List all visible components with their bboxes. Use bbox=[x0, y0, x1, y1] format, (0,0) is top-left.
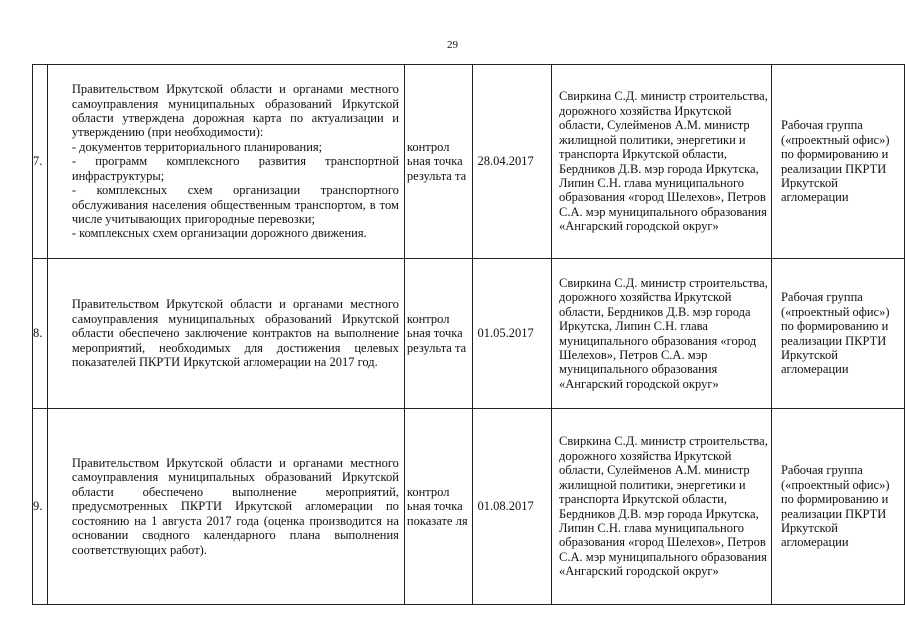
description-line: Правительством Иркутской области и органами местного самоуправления муниципальных образований Иркутской области обеспечено выполнение мероприятий, предусмотренных ПКРТИ Иркутской агломерации по состоянию на 1 августа 2017 года (оценка производится на основании сводного календарного плана выполнения соответствующих работ). bbox=[71, 456, 399, 557]
row-description bbox=[47, 409, 404, 605]
description-line: - комплексных схем организации транспортного обслуживания населения общественным транспортом, в том числе учитывающих пригородные перевозки; bbox=[71, 183, 399, 226]
row-date: 01.05.2017 bbox=[473, 259, 552, 409]
row-responsible: Свиркина С.Д. министр строительства, дорожного хозяйства Иркутской области, Сулейменов А.М. министр жилищной политики, энергетики и транспорта Иркутской области, Бердников Д.В. мэр города Иркутска, Липин С.Н. глава муниципального образования «город Шелехов», Петров С.А. мэр муниципального образования «Ангарский городской округ» bbox=[552, 65, 772, 259]
row-responsible: Свиркина С.Д. министр строительства, дорожного хозяйства Иркутской области, Сулейменов А.М. министр жилищной политики, энергетики и транспорта Иркутской области, Бердников Д.В. мэр города Иркутска, Липин С.Н. глава муниципального образования «город Шелехов», Петров С.А. мэр муниципального образования «Ангарский городской округ» bbox=[552, 409, 772, 605]
row-number: 7. bbox=[33, 65, 48, 259]
plan-table bbox=[32, 64, 905, 605]
row-responsible: Свиркина С.Д. министр строительства, дорожного хозяйства Иркутской области, Бердников Д.В. мэр города Иркутска, Липин С.Н. глава муниципального образования «город Шелехов», Петров С.А. мэр муниципального образования «Ангарский городской округ» bbox=[552, 259, 772, 409]
table-row bbox=[33, 259, 905, 409]
row-control-type: контрол ьная точка показате ля bbox=[404, 409, 473, 605]
row-control-type: контрол ьная точка результа та bbox=[404, 259, 473, 409]
row-executor: Рабочая группа («проектный офис») по формированию и реализации ПКРТИ Иркутской агломерации bbox=[771, 409, 904, 605]
description-line: - документов территориального планирования; bbox=[71, 139, 323, 154]
row-description bbox=[47, 65, 404, 259]
row-date: 28.04.2017 bbox=[473, 65, 552, 259]
table-row bbox=[33, 409, 905, 605]
row-control-type: контрол ьная точка результа та bbox=[404, 65, 473, 259]
row-number: 9. bbox=[33, 409, 48, 605]
description-line: Правительством Иркутской области и органами местного самоуправления муниципальных образований Иркутской области утверждена дорожная карта по актуализации и утверждению (при необходимости): bbox=[71, 82, 399, 140]
row-date: 01.08.2017 bbox=[473, 409, 552, 605]
row-number: 8. bbox=[33, 259, 48, 409]
page-number: 29 bbox=[447, 39, 458, 51]
description-line: - программ комплексного развития транспортной инфраструктуры; bbox=[71, 154, 399, 183]
row-executor: Рабочая группа («проектный офис») по формированию и реализации ПКРТИ Иркутской агломерации bbox=[771, 65, 904, 259]
description-line: Правительством Иркутской области и органами местного самоуправления муниципальных образований Иркутской области обеспечено заключение контрактов на выполнение мероприятий, необходимых для достижения целевых показателей ПКРТИ Иркутской агломерации на 2017 год. bbox=[71, 297, 399, 370]
row-description bbox=[47, 259, 404, 409]
description-line: - комплексных схем организации дорожного движения. bbox=[71, 226, 367, 241]
table-row bbox=[33, 65, 905, 259]
row-executor: Рабочая группа («проектный офис») по формированию и реализации ПКРТИ Иркутской агломерации bbox=[771, 259, 904, 409]
